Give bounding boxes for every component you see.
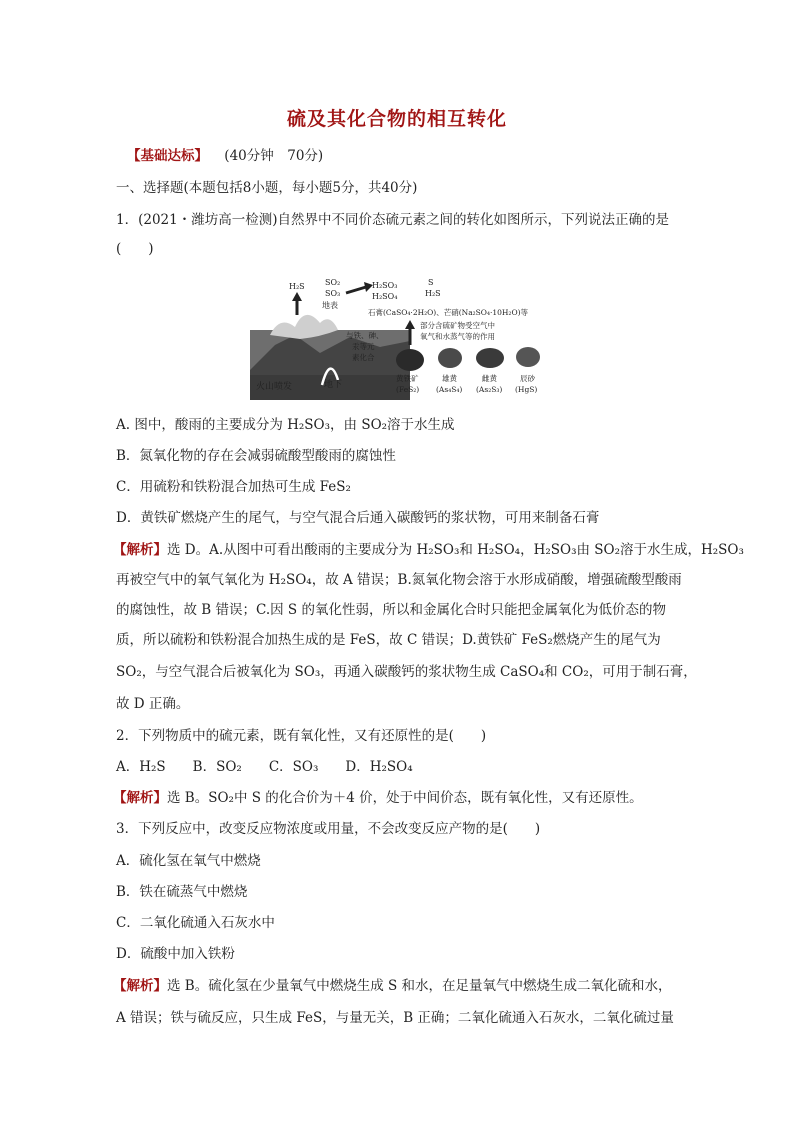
- rock-cinnabar: [516, 347, 540, 367]
- label-so3: SO₃: [325, 289, 341, 298]
- q3-option-d: D．硫酸中加入铁粉: [116, 946, 235, 962]
- mineral-0-formula: (FeS₂): [396, 385, 420, 394]
- q2-analysis-label: 【解析】: [113, 790, 167, 806]
- q3-option-c: C．二氧化硫通入石灰水中: [116, 915, 275, 931]
- rock-pyrite: [396, 349, 424, 371]
- q1-option-b: B．氮氧化物的存在会减弱硫酸型酸雨的腐蚀性: [116, 448, 396, 464]
- sulfur-cycle-diagram: [250, 275, 550, 400]
- q3-analysis-line2: A 错误；铁与硫反应，只生成 FeS，与量无关，B 正确；二氧化硫通入石灰水，二氧化硫过量: [116, 1010, 674, 1026]
- mineral-2-formula: (As₂S₃): [476, 385, 503, 394]
- label-note1: 部分含硫矿物受空气中: [420, 321, 495, 330]
- rock-orpiment: [476, 348, 504, 368]
- q3-option-b: B．铁在硫蒸气中燃烧: [116, 884, 248, 900]
- sulfur-cycle-figure: [250, 275, 550, 400]
- q1-stem-line1: 1．(2021・潍坊高一检测)自然界中不同价态硫元素之间的转化如图所示，下列说法正确的是: [116, 212, 669, 228]
- q1-analysis-line3: 的腐蚀性，故 B 错误；C.因 S 的氧化性弱，所以和金属化合时只能把金属氧化为低价态的物: [116, 602, 666, 618]
- arrow-to-acids: [346, 287, 366, 293]
- label-surface: 地表: [322, 301, 338, 310]
- q1-analysis-line5: SO₂，与空气混合后被氧化为 SO₃，再通入碳酸钙的浆状物生成 CaSO₄和 CO₂，可用于制石膏，: [116, 664, 697, 680]
- label-underground: 地下: [324, 380, 343, 390]
- label-volcano: 火山喷发: [256, 382, 293, 392]
- q3-option-a: A．硫化氢在氧气中燃烧: [116, 853, 261, 869]
- section-badge: 【基础达标】: [127, 148, 208, 164]
- mineral-1-formula: (As₄S₄): [436, 385, 463, 394]
- q1-analysis-line4: 质，所以硫粉和铁粉混合加热生成的是 FeS，故 C 错误；D.黄铁矿 FeS₂燃烧产生的尾气为: [116, 632, 661, 648]
- q1-analysis-label: 【解析】: [113, 542, 167, 558]
- label-h2so4: H₂SO₄: [372, 292, 398, 301]
- q1-analysis-line6: 故 D 正确。: [116, 696, 190, 712]
- label-gypsum: 石膏(CaSO₄·2H₂O)、芒硝(Na₂SO₄·10H₂O)等: [368, 308, 529, 317]
- label-combine2: 汞等元: [352, 342, 375, 351]
- label-note2: 氧气和水蒸气等的作用: [420, 332, 495, 341]
- section-header: [127, 146, 697, 166]
- q1-analysis-line2: 再被空气中的氧气氧化为 H₂SO₄，故 A 错误；B.氮氧化物会溶于水形成硝酸，增强硫酸型酸雨: [116, 572, 682, 588]
- q1-option-a: A. 图中，酸雨的主要成分为 H₂SO₃，由 SO₂溶于水生成: [116, 417, 455, 433]
- q2-analysis: 【解析】选 B。SO₂中 S 的化合价为＋4 价，处于中间价态，既有氧化性，又有还原性。: [113, 790, 643, 806]
- q1-option-c: C．用硫粉和铁粉混合加热可生成 FeS₂: [116, 479, 351, 495]
- label-h2s: H₂S: [289, 282, 305, 291]
- mineral-1-name: 雄黄: [442, 374, 457, 383]
- label-so2: SO₂: [325, 278, 341, 287]
- label-h2s-2: H₂S: [425, 289, 441, 298]
- q1-option-d: D．黄铁矿燃烧产生的尾气，与空气混合后通入碳酸钙的浆状物，可用来制备石膏: [116, 510, 600, 526]
- label-combine3: 素化合: [352, 353, 375, 362]
- q2-stem: 2．下列物质中的硫元素，既有氧化性，又有还原性的是( ): [116, 728, 487, 744]
- rock-realgar: [438, 348, 462, 368]
- mineral-3-name: 辰砂: [520, 374, 535, 383]
- mineral-0-name: 黄铁矿: [396, 374, 419, 383]
- label-combine1: 与铁、砷、: [346, 331, 384, 340]
- label-h2so3: H₂SO₃: [372, 281, 398, 290]
- q1-stem-line2: ( ): [116, 241, 154, 257]
- mineral-2-name: 雌黄: [482, 374, 497, 383]
- q2-options: A．H₂S B．SO₂ C．SO₃ D．H₂SO₄: [116, 759, 413, 775]
- q3-analysis-line1: 【解析】选 B。硫化氢在少量氧气中燃烧生成 S 和水，在足量氧气中燃烧生成二氧化硫和水，: [113, 978, 672, 994]
- q3-stem: 3．下列反应中，改变反应物浓度或用量，不会改变反应产物的是( ): [116, 821, 541, 837]
- section-info: (40分钟 70分): [224, 148, 324, 164]
- mineral-3-formula: (HgS): [515, 385, 538, 394]
- label-s: S: [428, 278, 434, 287]
- part-heading: 一、选择题(本题包括8小题，每小题5分，共40分): [116, 180, 418, 196]
- q3-analysis-label: 【解析】: [113, 978, 167, 994]
- q1-analysis-line1: 【解析】选 D。A.从图中可看出酸雨的主要成分为 H₂SO₃和 H₂SO₄，H₂SO₃由 SO₂溶于水生成，H₂SO₃: [113, 542, 744, 558]
- page-title: 硫及其化合物的相互转化: [286, 108, 507, 130]
